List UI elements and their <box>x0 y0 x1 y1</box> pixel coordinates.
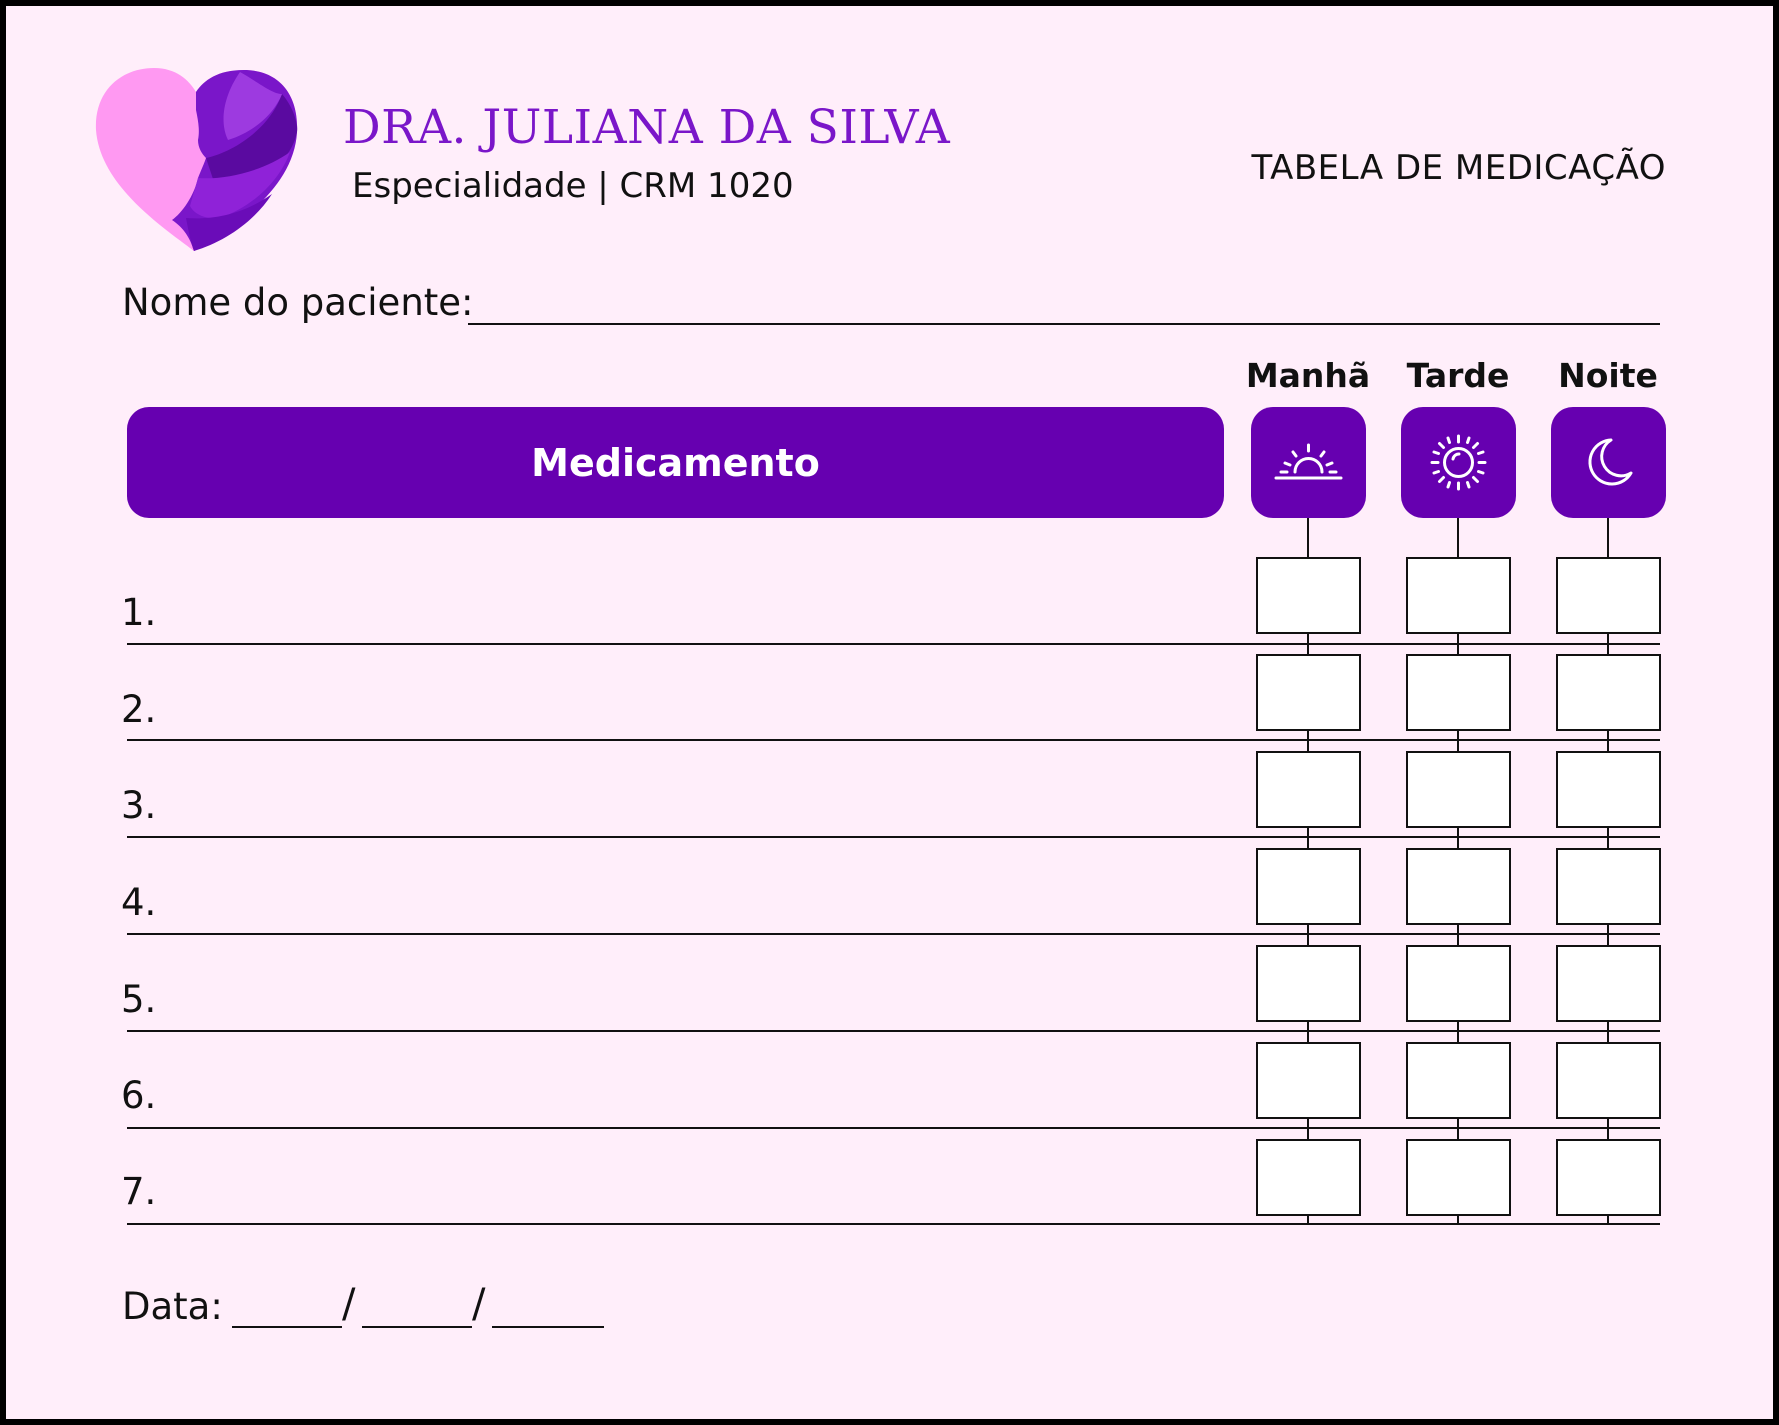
checkbox-row3-afternoon[interactable] <box>1406 751 1511 828</box>
row-number-6: 6. <box>121 1074 157 1117</box>
checkbox-row7-afternoon[interactable] <box>1406 1139 1511 1216</box>
checkbox-row1-afternoon[interactable] <box>1406 557 1511 634</box>
medication-header <box>127 407 1224 518</box>
date-year-line[interactable] <box>492 1326 604 1328</box>
checkbox-row2-afternoon[interactable] <box>1406 654 1511 731</box>
checkbox-row5-morning[interactable] <box>1256 945 1361 1022</box>
sun-icon <box>1401 407 1516 518</box>
medication-line-1[interactable] <box>127 643 1660 645</box>
checkbox-row3-morning[interactable] <box>1256 751 1361 828</box>
medication-line-7[interactable] <box>127 1223 1660 1225</box>
period-label-morning: Manhã <box>1245 356 1371 395</box>
medication-line-6[interactable] <box>127 1127 1660 1129</box>
doctor-name: DRA. JULIANA DA SILVA <box>343 100 951 155</box>
medication-line-5[interactable] <box>127 1030 1660 1032</box>
date-slash-2: / <box>472 1281 486 1327</box>
row-number-3: 3. <box>121 784 157 827</box>
specialty-crm: Especialidade | CRM 1020 <box>352 166 794 206</box>
row-number-5: 5. <box>121 978 157 1021</box>
medication-line-3[interactable] <box>127 836 1660 838</box>
medication-line-4[interactable] <box>127 933 1660 935</box>
checkbox-row7-morning[interactable] <box>1256 1139 1361 1216</box>
moon-icon <box>1551 407 1666 518</box>
checkbox-row6-afternoon[interactable] <box>1406 1042 1511 1119</box>
checkbox-row2-morning[interactable] <box>1256 654 1361 731</box>
checkbox-row6-night[interactable] <box>1556 1042 1661 1119</box>
document-title: TABELA DE MEDICAÇÃO <box>1251 148 1666 188</box>
row-number-1: 1. <box>121 591 157 634</box>
row-number-7: 7. <box>121 1170 157 1213</box>
date-day-line[interactable] <box>232 1326 342 1328</box>
checkbox-row4-morning[interactable] <box>1256 848 1361 925</box>
period-label-afternoon: Tarde <box>1406 356 1510 395</box>
checkbox-row2-night[interactable] <box>1556 654 1661 731</box>
checkbox-row5-afternoon[interactable] <box>1406 945 1511 1022</box>
sunrise-icon <box>1251 407 1366 518</box>
checkbox-row5-night[interactable] <box>1556 945 1661 1022</box>
checkbox-row4-afternoon[interactable] <box>1406 848 1511 925</box>
checkbox-row4-night[interactable] <box>1556 848 1661 925</box>
checkbox-row1-morning[interactable] <box>1256 557 1361 634</box>
date-slash-1: / <box>342 1281 356 1327</box>
row-number-2: 2. <box>121 688 157 731</box>
checkbox-row1-night[interactable] <box>1556 557 1661 634</box>
medication-line-2[interactable] <box>127 739 1660 741</box>
date-month-line[interactable] <box>362 1326 472 1328</box>
patient-name-label: Nome do paciente: <box>122 281 474 324</box>
heart-profile-logo <box>94 68 304 253</box>
checkbox-row7-night[interactable] <box>1556 1139 1661 1216</box>
checkbox-row3-night[interactable] <box>1556 751 1661 828</box>
date-label: Data: <box>122 1285 223 1328</box>
patient-name-line[interactable] <box>468 323 1660 325</box>
medication-header-label: Medicamento <box>531 440 820 485</box>
checkbox-row6-morning[interactable] <box>1256 1042 1361 1119</box>
period-label-night: Noite <box>1558 356 1658 395</box>
row-number-4: 4. <box>121 881 157 924</box>
